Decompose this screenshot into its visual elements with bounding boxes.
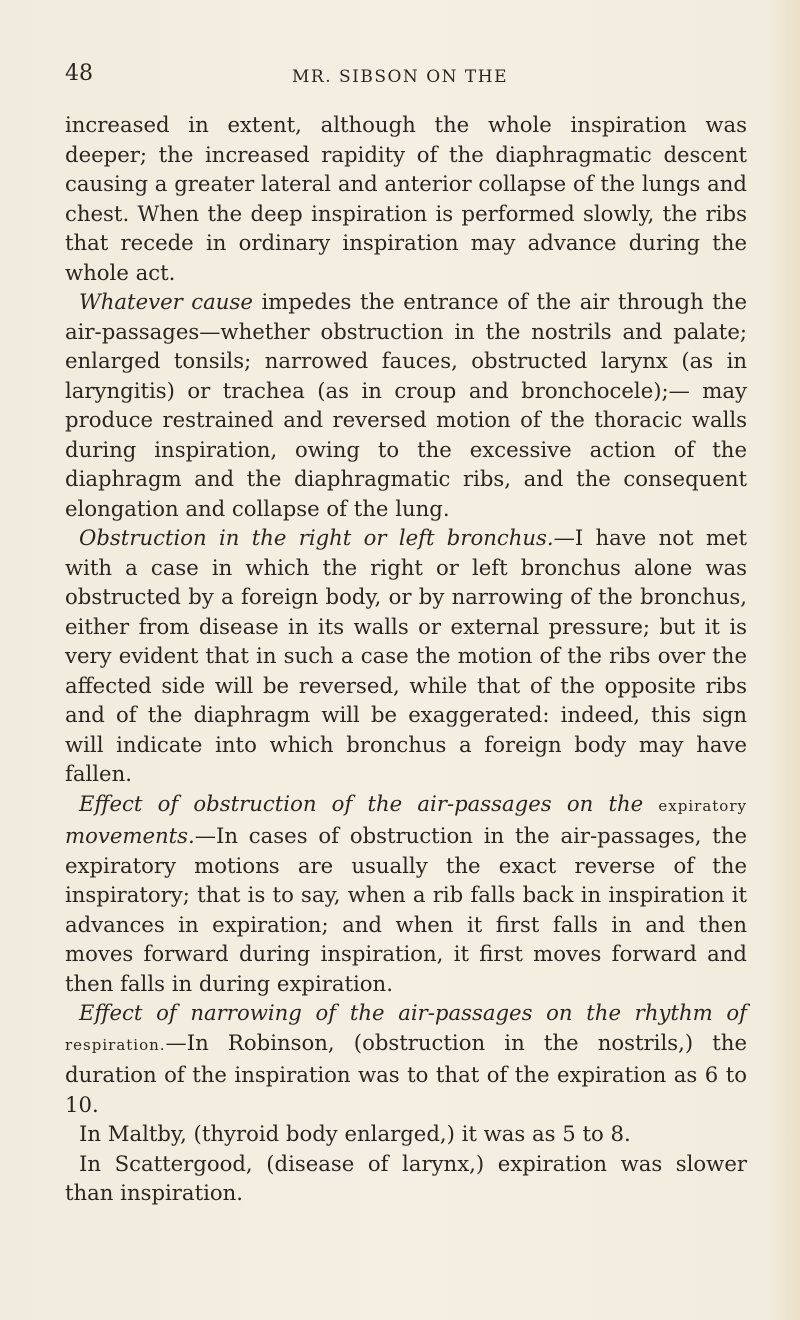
paragraph-lead-italic-2: movements. — [65, 823, 195, 848]
paragraph-text: In Maltby, (thyroid body enlarged,) it was as 5 to 8. — [79, 1121, 631, 1146]
paragraph-smallcaps: expiratory — [658, 796, 747, 815]
paragraph-lead-italic: Effect of obstruction of the air-passages on the — [79, 790, 644, 816]
paragraph-2 — [65, 287, 747, 523]
body-text — [65, 110, 747, 1208]
paragraph-text: increased in extent, although the whole inspiration was deeper; the increased rapidity of the diaphragmatic descent causing a greater lateral and anterior collapse of the lungs and chest. When the deep inspiration is performed slowly, the ribs that recede in ordinary inspiration may advance during the whole act. — [65, 112, 747, 285]
paragraph-7 — [65, 1149, 747, 1208]
paragraph-6 — [65, 1119, 747, 1149]
paragraph-smallcaps: respiration. — [65, 1035, 166, 1054]
paragraph-3 — [65, 523, 747, 789]
paragraph-lead-italic: Whatever cause — [79, 289, 253, 314]
running-head: MR. SIBSON ON THE — [291, 67, 509, 87]
paragraph-1 — [65, 110, 747, 287]
paragraph-text: —I have not met with a case in which the right or left bronchus alone was obstructed by a foreign body, or by narrowing of the bronchus, either from disease in its walls or external pressure; but it is very evident that in such a case the motion of the ribs over the affected side will be reversed, while that of the opposite ribs and of the diaphragm will be exaggerated: indeed, this sign will indicate into which bronchus a foreign body may have fallen. — [65, 525, 747, 786]
page-number: 48 — [65, 61, 93, 86]
paragraph-5 — [65, 998, 747, 1119]
paragraph-text: —In cases of obstruction in the air-passages, the expiratory motions are usually the exact reverse of the inspiratory; that is to say, when a rib falls back in inspiration it advances in expiration; and when it first falls in and then moves forward during inspiration, it first moves forward and then falls in during expiration. — [65, 823, 747, 996]
paragraph-text: In Scattergood, (disease of larynx,) expiration was slower than inspiration. — [65, 1150, 747, 1205]
paragraph-text: impedes the entrance of the air through the air-passages—whether obstruction in the nostrils and palate; enlarged tonsils; narrowed fauces, obstructed larynx (as in laryngitis) or trachea (as in croup and bronchocele);— may produce restrained and reversed motion of the thoracic walls during inspiration, owing to the excessive action of the diaphragm and the diaphragmatic ribs, and the consequent elongation and collapse of the lung. — [65, 289, 747, 521]
paragraph-lead-italic: Obstruction in the right or left bronchus. — [79, 525, 554, 550]
paragraph-lead-italic: Effect of narrowing of the air-passages on the rhythm of — [79, 1000, 747, 1025]
paragraph-text: —In Robinson, (obstruction in the nostrils,) the duration of the inspiration was to that of the expiration as 6 to 10. — [65, 1029, 747, 1117]
paragraph-4 — [65, 789, 747, 999]
